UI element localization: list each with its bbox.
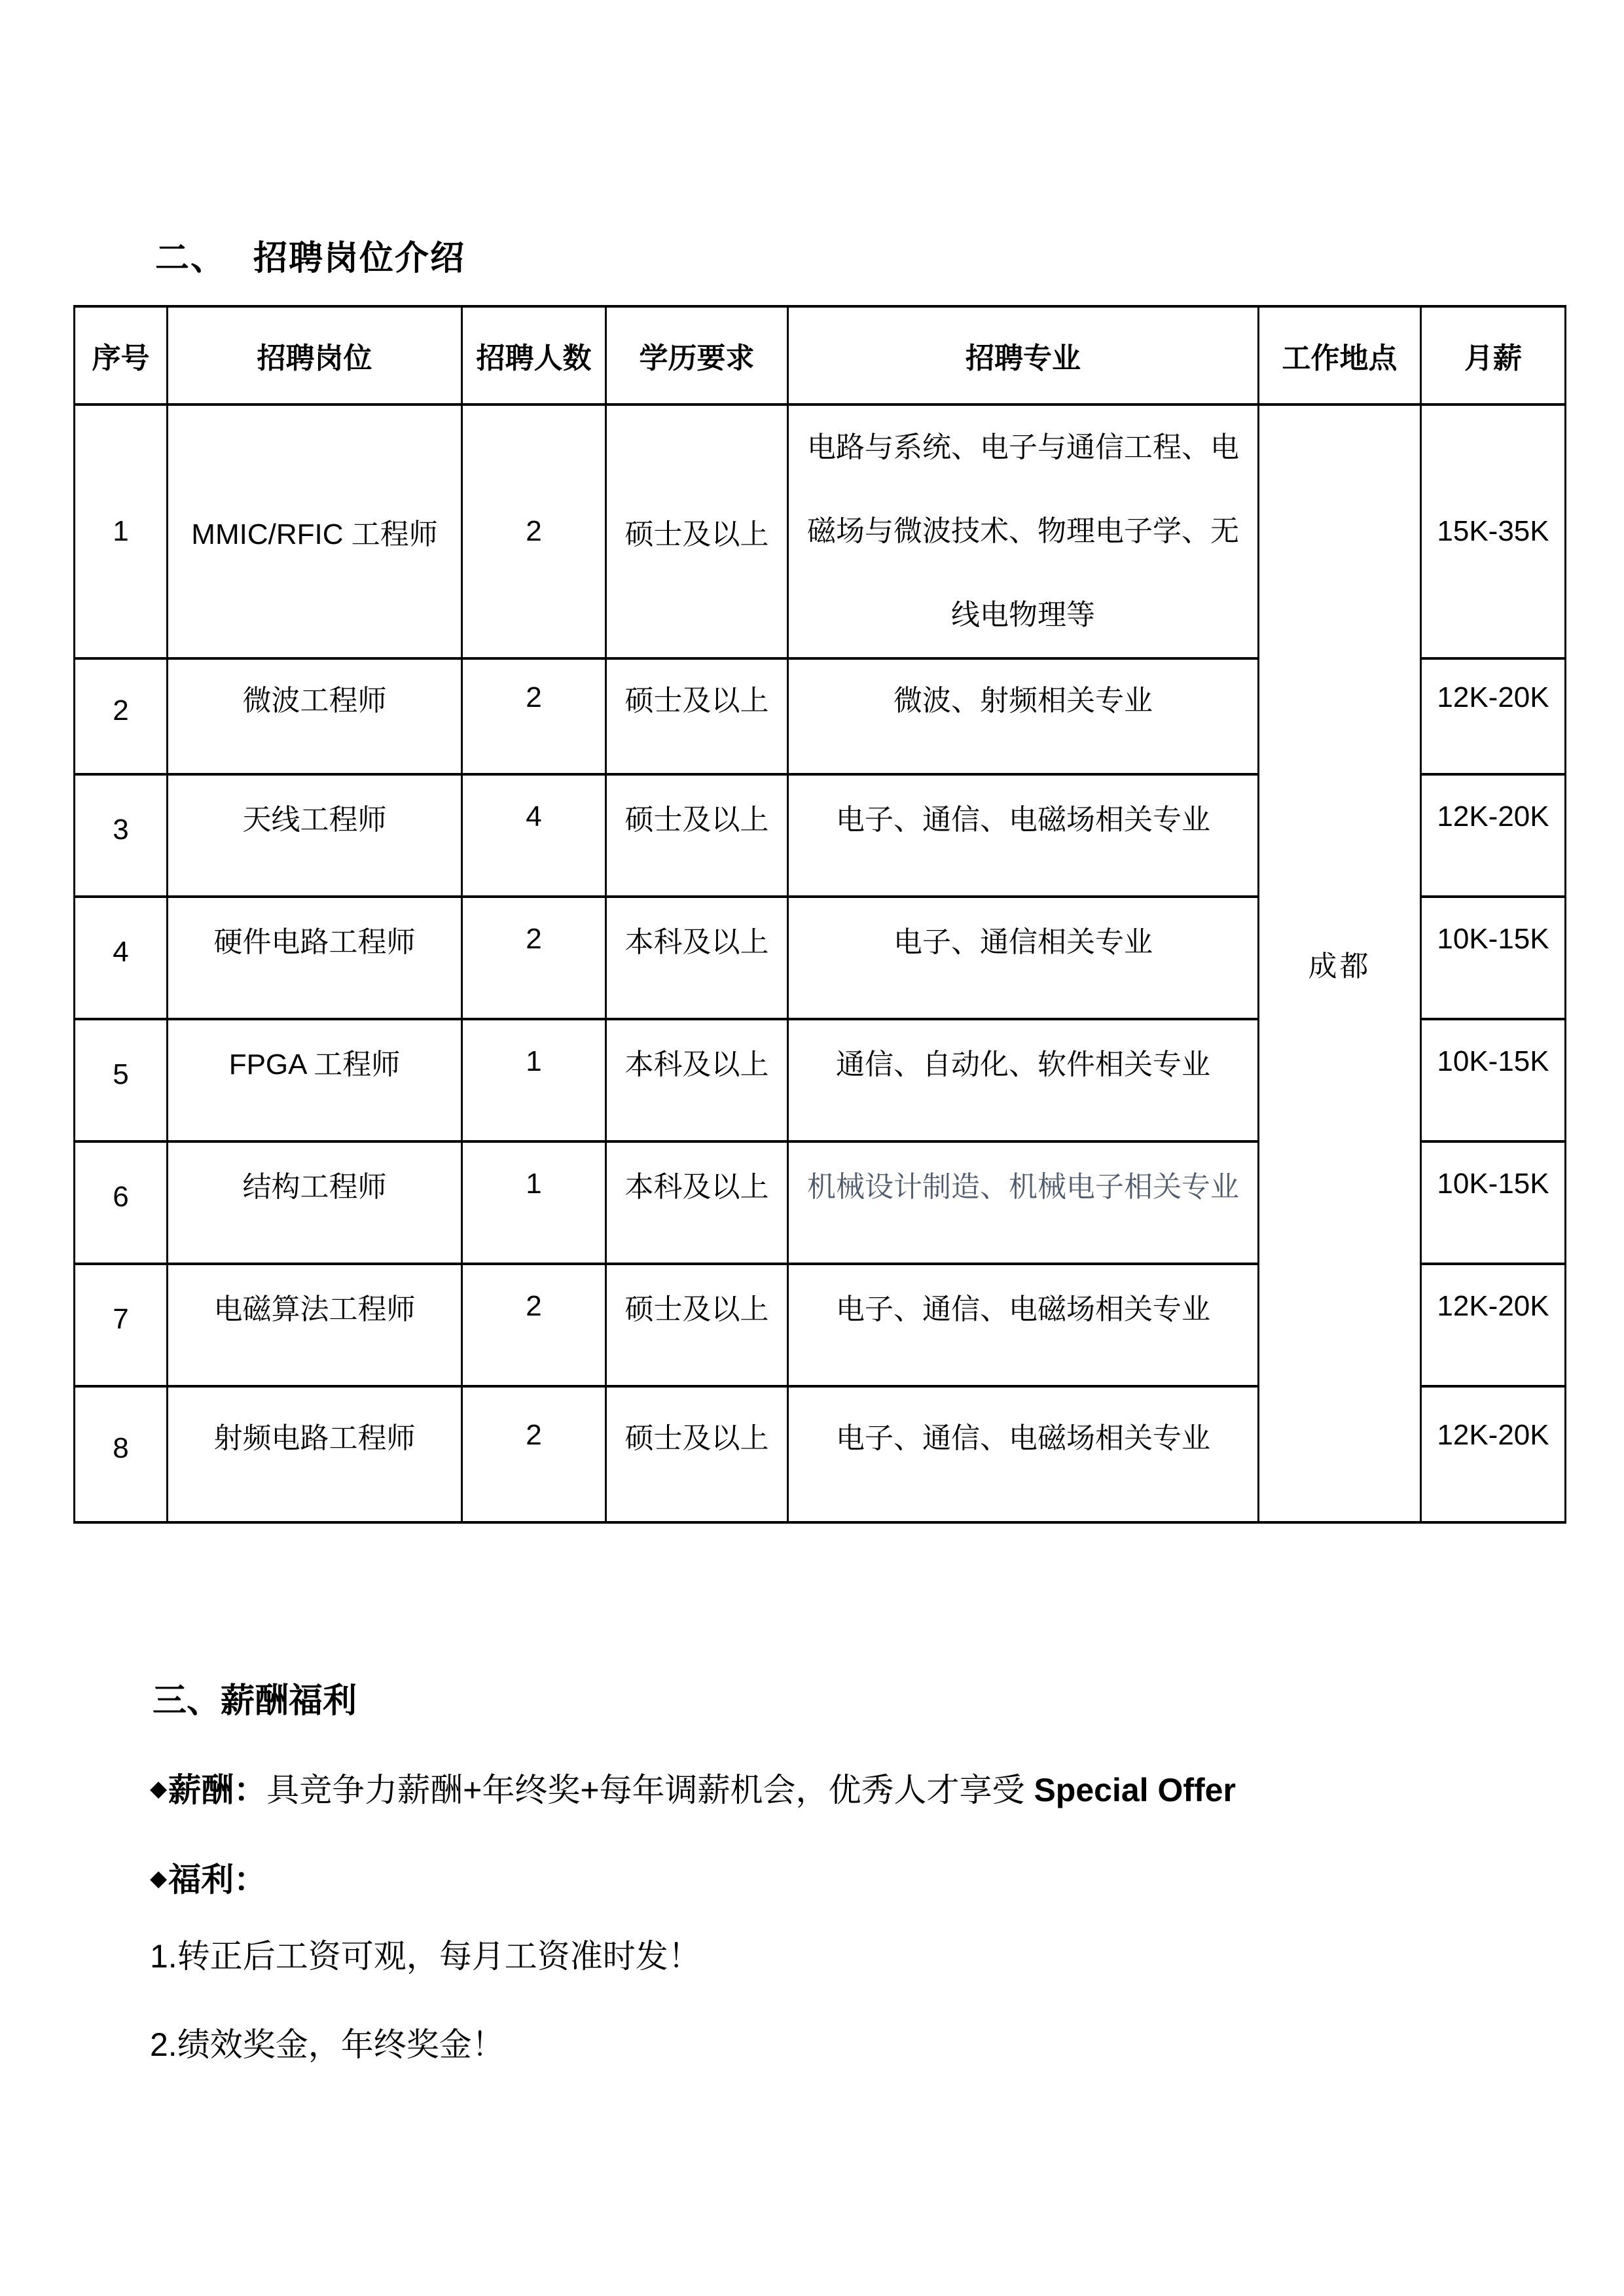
cell-education: 硕士及以上 [606,658,788,774]
cell-major: 电子、通信、电磁场相关专业 [788,774,1259,897]
cell-major [788,404,1259,658]
header-salary: 月薪 [1421,306,1566,404]
salary-text: 具竞争力薪酬+年终奖+每年调薪机会，优秀人才享受 [266,1772,1034,1808]
cell-salary: 10K-15K [1421,1141,1566,1264]
cell-no: 4 [75,897,168,1019]
cell-major: 机械设计制造、机械电子相关专业 [788,1141,1259,1264]
cell-salary: 12K-20K [1421,658,1566,774]
cell-count: 2 [462,1264,606,1386]
cell-no: 7 [75,1264,168,1386]
cell-no: 3 [75,774,168,897]
section3-title: 三、薪酬福利 [153,1682,357,1720]
cell-no: 1 [75,404,168,658]
cell-education: 本科及以上 [606,897,788,1019]
cell-position: 天线工程师 [168,774,462,897]
welfare-line [150,1854,266,1901]
cell-education: 本科及以上 [606,1019,788,1141]
cell-salary: 15K-35K [1421,404,1566,658]
cell-major: 电子、通信、电磁场相关专业 [788,1386,1259,1522]
cell-position: 射频电路工程师 [168,1386,462,1522]
cell-salary: 12K-20K [1421,774,1566,897]
major-line: 电路与系统、电子与通信工程、电 [807,431,1239,463]
cell-count: 2 [462,897,606,1019]
salary-line [150,1764,1236,1811]
cell-no: 2 [75,658,168,774]
cell-position: 硬件电路工程师 [168,897,462,1019]
cell-count: 1 [462,1141,606,1264]
cell-salary: 12K-20K [1421,1386,1566,1522]
cell-major: 电子、通信、电磁场相关专业 [788,1264,1259,1386]
diamond-bullet-icon: ◆ [150,1776,168,1801]
cell-count: 1 [462,1019,606,1141]
cell-count: 2 [462,1386,606,1522]
major-line: 线电物理等 [951,599,1095,631]
cell-major: 通信、自动化、软件相关专业 [788,1019,1259,1141]
cell-salary: 10K-15K [1421,897,1566,1019]
header-position: 招聘岗位 [168,306,462,404]
cell-education: 本科及以上 [606,1141,788,1264]
cell-education: 硕士及以上 [606,404,788,658]
header-no: 序号 [75,306,168,404]
section2-numeral: 二、 [155,240,226,278]
cell-count: 2 [462,658,606,774]
cell-position: FPGA 工程师 [168,1019,462,1141]
cell-salary: 12K-20K [1421,1264,1566,1386]
salary-label: 薪酬： [168,1772,267,1808]
cell-count: 4 [462,774,606,897]
cell-education: 硕士及以上 [606,1264,788,1386]
section2-title [155,230,465,279]
cell-no: 5 [75,1019,168,1141]
cell-count: 2 [462,404,606,658]
cell-position: 微波工程师 [168,658,462,774]
cell-position: MMIC/RFIC 工程师 [168,404,462,658]
table-header-row [75,306,1566,404]
cell-no: 8 [75,1386,168,1522]
cell-no: 6 [75,1141,168,1264]
major-line: 磁场与微波技术、物理电子学、无 [807,515,1239,547]
section2-title-text: 招聘岗位介绍 [253,240,466,278]
cell-major: 电子、通信相关专业 [788,897,1259,1019]
cell-position: 电磁算法工程师 [168,1264,462,1386]
welfare-label: 福利： [168,1861,267,1898]
cell-location: 成都 [1259,404,1421,1522]
cell-major: 微波、射频相关专业 [788,658,1259,774]
cell-position: 结构工程师 [168,1141,462,1264]
cell-education: 硕士及以上 [606,774,788,897]
jobs-table [73,305,1566,1524]
header-major: 招聘专业 [788,306,1259,404]
salary-highlight: Special Offer [1034,1772,1236,1808]
header-count: 招聘人数 [462,306,606,404]
header-location: 工作地点 [1259,306,1421,404]
cell-salary: 10K-15K [1421,1019,1566,1141]
diamond-bullet-icon: ◆ [150,1866,168,1891]
cell-education: 硕士及以上 [606,1386,788,1522]
table-row [75,404,1566,658]
benefit-item: 2.绩效奖金，年终奖金！ [150,2026,505,2063]
header-education: 学历要求 [606,306,788,404]
benefit-item: 1.转正后工资可观，每月工资准时发！ [150,1938,701,1975]
